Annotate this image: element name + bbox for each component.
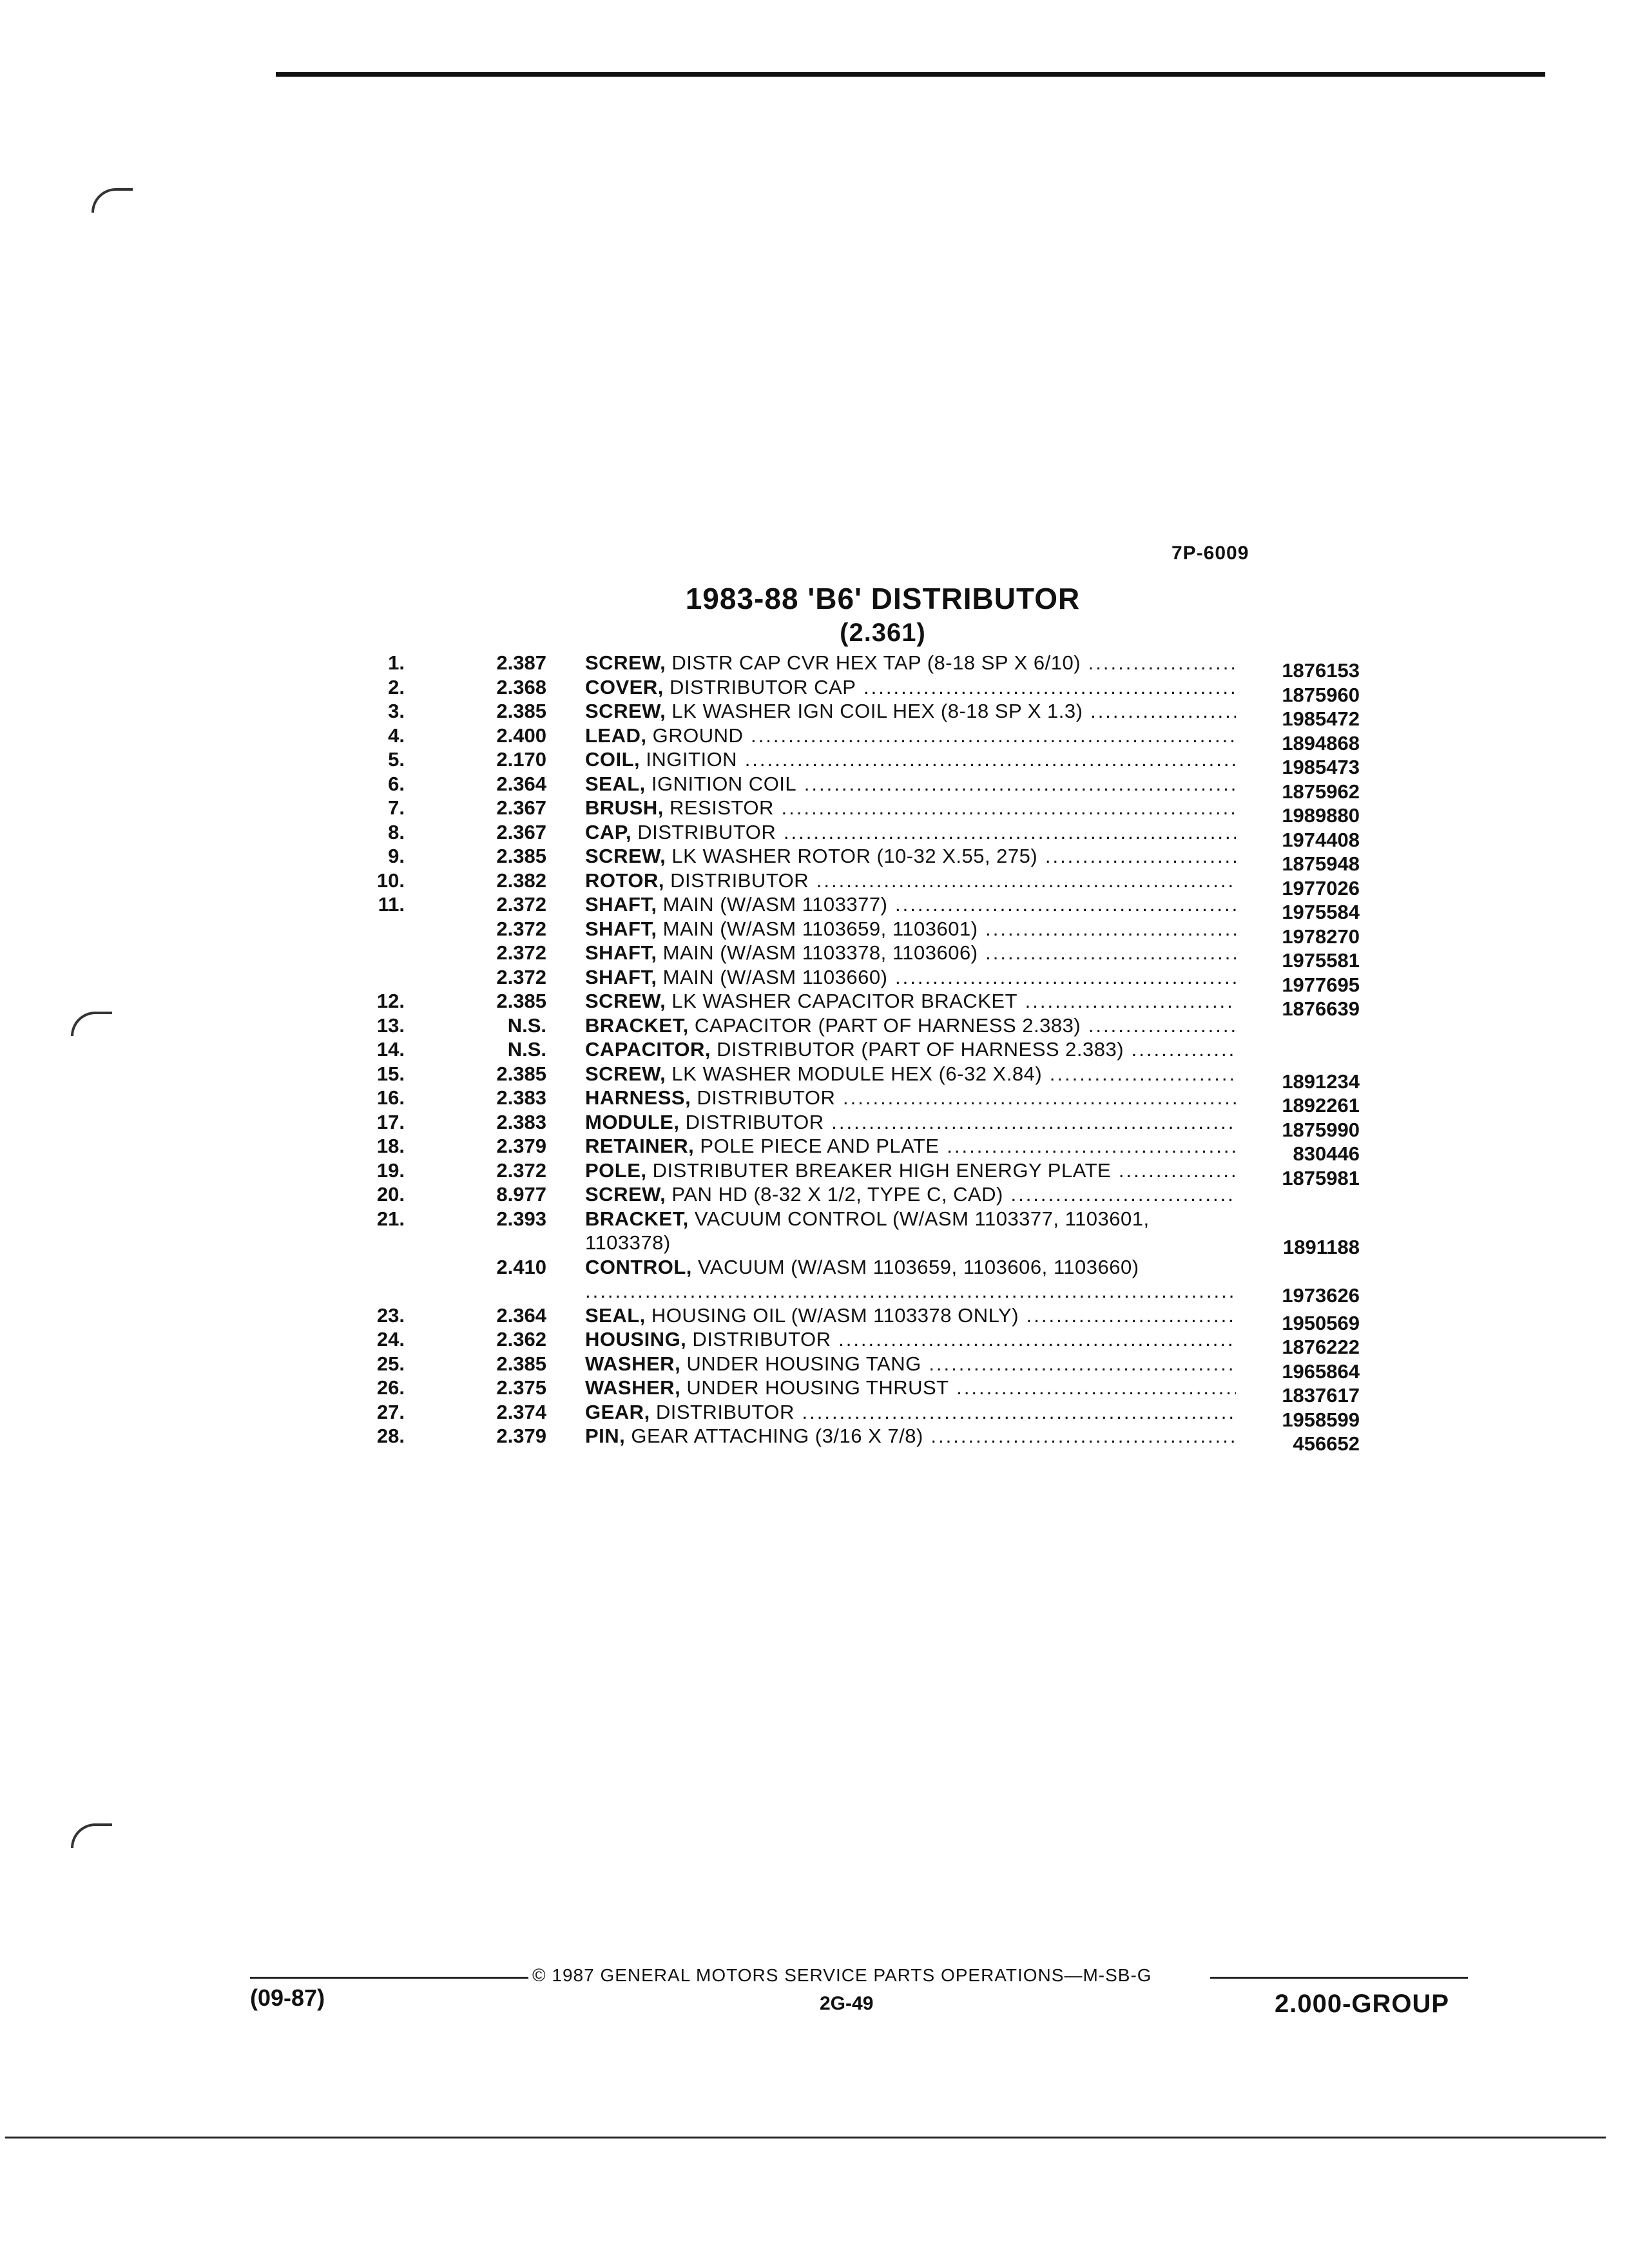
part-number: 1891234 — [1282, 1070, 1360, 1093]
part-number: 1978270 — [1282, 925, 1360, 948]
part-description — [585, 651, 1236, 675]
part-name: SHAFT, — [585, 965, 657, 988]
item-number: 8. — [388, 820, 405, 843]
part-number: 1950569 — [1282, 1311, 1360, 1334]
part-detail: INGITION — [646, 748, 738, 771]
part-name: SCREW, — [585, 990, 666, 1012]
part-row — [0, 772, 1629, 803]
top-rule — [276, 72, 1545, 77]
part-description — [585, 1086, 1236, 1110]
part-row — [0, 699, 1629, 730]
copyright-notice: © 1987 GENERAL MOTORS SERVICE PARTS OPERATIONS—M-SB-G — [532, 1965, 1152, 1985]
part-row — [0, 1207, 1629, 1258]
part-number: 1985473 — [1282, 756, 1360, 778]
group-reference: N.S. — [507, 1014, 546, 1037]
item-number: 11. — [378, 893, 405, 916]
part-name: SHAFT, — [585, 917, 657, 940]
part-description — [585, 724, 1236, 747]
part-detail: POLE PIECE AND PLATE — [700, 1135, 940, 1157]
part-number: 1875962 — [1282, 780, 1360, 803]
item-number: 26. — [376, 1376, 405, 1399]
part-name: SCREW, — [585, 1062, 666, 1085]
item-number: 14. — [376, 1038, 405, 1061]
group-reference: 2.385 — [496, 990, 546, 1012]
part-description — [585, 1352, 1236, 1376]
part-number: 1985472 — [1282, 707, 1360, 730]
part-description — [585, 869, 1236, 892]
part-description — [585, 1110, 1236, 1134]
group-reference: 2.364 — [496, 772, 546, 795]
part-name: LEAD, — [585, 724, 647, 747]
part-number: 1876639 — [1282, 997, 1360, 1020]
part-detail: LK WASHER IGN COIL HEX (8-18 SP X 1.3) — [671, 700, 1083, 722]
bottom-rule — [5, 2137, 1606, 2138]
part-number: 1875981 — [1282, 1166, 1360, 1189]
group-reference: 2.364 — [496, 1303, 546, 1327]
part-detail: LK WASHER CAPACITOR BRACKET — [671, 990, 1018, 1012]
item-number: 3. — [388, 700, 405, 722]
group-reference: 2.400 — [496, 724, 546, 747]
part-name: COVER, — [585, 675, 664, 698]
footer-rule-left — [250, 1977, 528, 1979]
parts-list — [0, 651, 1629, 1455]
part-detail: VACUUM CONTROL (W/ASM 1103377, 1103601, 1103378) — [585, 1207, 1150, 1254]
item-number: 17. — [376, 1110, 405, 1133]
part-row — [0, 1086, 1629, 1117]
punch-hole-mark — [92, 188, 133, 213]
footer-rule-right — [1210, 1977, 1468, 1979]
group-reference: 2.367 — [496, 796, 546, 819]
group-code: 2.000-GROUP — [1275, 1990, 1450, 2018]
part-row — [0, 796, 1629, 827]
item-number: 23. — [376, 1303, 405, 1327]
group-reference: 2.170 — [496, 748, 546, 771]
item-number: 10. — [376, 869, 405, 892]
group-reference: 2.393 — [496, 1207, 546, 1230]
part-detail: RESISTOR — [669, 796, 774, 819]
part-row — [0, 1352, 1629, 1383]
part-row — [0, 1110, 1629, 1141]
part-row — [0, 1014, 1629, 1038]
part-name: CAP, — [585, 820, 632, 843]
part-number: 1974408 — [1282, 828, 1360, 851]
part-detail: DISTRIBUTOR — [692, 1328, 831, 1350]
part-row — [0, 1376, 1629, 1407]
part-row — [0, 917, 1629, 948]
part-description — [585, 965, 1236, 989]
part-row — [0, 1158, 1629, 1189]
part-detail: DISTRIBUTOR — [655, 1400, 795, 1423]
part-description — [585, 699, 1236, 723]
part-description — [585, 747, 1236, 771]
part-row — [0, 989, 1629, 1020]
item-number: 25. — [376, 1352, 405, 1375]
part-detail: VACUUM (W/ASM 1103659, 1103606, 1103660) — [698, 1255, 1139, 1278]
document-code: 7P-6009 — [1171, 543, 1249, 564]
part-row — [0, 941, 1629, 972]
part-name: COIL, — [585, 748, 641, 771]
group-reference: 2.410 — [496, 1255, 546, 1278]
item-number: 1. — [388, 651, 405, 674]
part-description — [585, 1182, 1236, 1206]
part-row — [0, 675, 1629, 706]
item-number: 19. — [376, 1158, 405, 1182]
part-description — [585, 772, 1236, 796]
part-detail: DISTRIBUTOR — [670, 869, 809, 892]
part-detail: DISTRIBUTOR (PART OF HARNESS 2.383) — [717, 1038, 1124, 1061]
item-number: 18. — [376, 1135, 405, 1157]
part-description — [585, 1400, 1236, 1424]
part-row — [0, 1400, 1629, 1431]
part-name: ROTOR, — [585, 869, 664, 892]
group-reference: N.S. — [507, 1038, 546, 1061]
group-reference: 2.382 — [496, 869, 546, 892]
part-description — [585, 1037, 1236, 1061]
group-reference: 8.977 — [496, 1183, 546, 1206]
part-detail: UNDER HOUSING TANG — [686, 1352, 921, 1375]
part-row — [0, 1424, 1629, 1455]
group-reference: 2.385 — [496, 845, 546, 867]
part-detail: CAPACITOR (PART OF HARNESS 2.383) — [694, 1014, 1081, 1037]
part-detail: MAIN (W/ASM 1103377) — [662, 893, 888, 916]
part-name: BRUSH, — [585, 796, 664, 819]
part-description — [585, 820, 1236, 844]
part-number: 1989880 — [1282, 804, 1360, 827]
part-detail: DISTRIBUTER BREAKER HIGH ENERGY PLATE — [652, 1158, 1112, 1182]
group-reference: 2.372 — [496, 893, 546, 916]
part-detail: DISTRIBUTOR — [637, 820, 776, 843]
part-number: 1977026 — [1282, 876, 1360, 899]
part-name: CAPACITOR, — [585, 1038, 711, 1061]
part-number: 1875960 — [1282, 683, 1360, 706]
punch-hole-mark — [71, 1823, 112, 1848]
part-row — [0, 1134, 1629, 1165]
group-reference: 2.372 — [496, 917, 546, 940]
part-detail: IGNITION COIL — [651, 772, 797, 795]
part-description — [585, 1424, 1236, 1448]
part-description — [585, 892, 1236, 916]
part-row — [0, 892, 1629, 923]
group-reference: 2.372 — [496, 1158, 546, 1182]
part-number: 1977695 — [1282, 973, 1360, 996]
item-number: 13. — [376, 1014, 405, 1037]
part-detail: MAIN (W/ASM 1103378, 1103606) — [662, 941, 978, 964]
part-name: SHAFT, — [585, 893, 657, 916]
part-number: 1958599 — [1282, 1408, 1360, 1431]
part-description — [585, 844, 1236, 868]
part-name: SCREW, — [585, 845, 666, 867]
item-number: 5. — [388, 748, 405, 771]
part-name: SCREW, — [585, 700, 666, 722]
part-detail: DISTRIBUTOR CAP — [669, 675, 856, 698]
part-description — [585, 989, 1236, 1013]
part-name: PIN, — [585, 1425, 626, 1447]
date-code: (09-87) — [250, 1984, 325, 2011]
part-description — [585, 917, 1236, 941]
group-reference: 2.379 — [496, 1425, 546, 1447]
item-number: 9. — [388, 845, 405, 867]
part-name: POLE, — [585, 1158, 647, 1182]
item-number: 20. — [376, 1183, 405, 1206]
part-name: WASHER, — [585, 1352, 681, 1375]
part-number: 1875990 — [1282, 1118, 1360, 1141]
item-number: 16. — [376, 1086, 405, 1109]
group-reference: 2.362 — [496, 1328, 546, 1350]
group-reference: 2.383 — [496, 1086, 546, 1109]
group-reference: 2.372 — [496, 941, 546, 964]
part-number: 830446 — [1293, 1142, 1360, 1165]
item-number: 21. — [376, 1207, 405, 1230]
part-name: SCREW, — [585, 1183, 666, 1206]
part-number: 1894868 — [1282, 731, 1360, 754]
part-description — [585, 1376, 1236, 1399]
part-detail: DISTRIBUTOR — [685, 1110, 824, 1133]
part-number: 1975581 — [1282, 949, 1360, 972]
group-reference: 2.372 — [496, 965, 546, 988]
part-name: WASHER, — [585, 1376, 681, 1399]
item-number: 4. — [388, 724, 405, 747]
part-number: 1892261 — [1282, 1094, 1360, 1117]
part-detail: UNDER HOUSING THRUST — [686, 1376, 949, 1399]
part-name: SHAFT, — [585, 941, 657, 964]
part-row — [0, 820, 1629, 851]
part-detail: MAIN (W/ASM 1103660) — [662, 965, 888, 988]
part-description — [585, 1062, 1236, 1086]
part-number: 1837617 — [1282, 1384, 1360, 1407]
group-reference: 2.367 — [496, 820, 546, 843]
item-number: 15. — [376, 1062, 405, 1085]
group-reference: 2.387 — [496, 651, 546, 674]
item-number: 2. — [388, 675, 405, 698]
page-subtitle: (2.361) — [840, 619, 926, 647]
part-description — [585, 675, 1236, 699]
group-reference: 2.374 — [496, 1400, 546, 1423]
part-name: CONTROL, — [585, 1255, 692, 1278]
part-description — [585, 1014, 1236, 1037]
item-number: 6. — [388, 772, 405, 795]
part-name: MODULE, — [585, 1110, 680, 1133]
item-number: 24. — [376, 1328, 405, 1350]
part-description — [585, 1255, 1236, 1303]
part-detail: GROUND — [652, 724, 744, 747]
group-reference: 2.368 — [496, 675, 546, 698]
part-row — [0, 1327, 1629, 1358]
part-name: HOUSING, — [585, 1328, 687, 1350]
part-number: 1973626 — [1282, 1283, 1360, 1307]
part-row — [0, 1037, 1629, 1062]
part-detail: MAIN (W/ASM 1103659, 1103601) — [662, 917, 978, 940]
part-detail: DISTRIBUTOR — [697, 1086, 836, 1109]
page-number: 2G-49 — [820, 1993, 874, 2014]
page-title: 1983-88 'B6' DISTRIBUTOR — [685, 582, 1081, 615]
part-number: 1891188 — [1283, 1235, 1360, 1258]
item-number: 12. — [376, 990, 405, 1012]
part-name: GEAR, — [585, 1400, 650, 1423]
part-detail: LK WASHER ROTOR (10-32 X.55, 275) — [671, 845, 1038, 867]
part-row — [0, 869, 1629, 899]
part-detail: HOUSING OIL (W/ASM 1103378 ONLY) — [651, 1303, 1019, 1327]
part-description — [585, 1303, 1236, 1327]
part-row — [0, 844, 1629, 875]
part-row — [0, 651, 1629, 682]
part-number: 1965864 — [1282, 1360, 1360, 1383]
part-name: HARNESS, — [585, 1086, 691, 1109]
part-name: SEAL, — [585, 1303, 646, 1327]
part-row — [0, 1182, 1629, 1207]
part-detail: DISTR CAP CVR HEX TAP (8-18 SP X 6/10) — [671, 651, 1081, 674]
part-name: SCREW, — [585, 651, 666, 674]
group-reference: 2.379 — [496, 1135, 546, 1157]
group-reference: 2.385 — [496, 700, 546, 722]
part-detail: LK WASHER MODULE HEX (6-32 X.84) — [671, 1062, 1043, 1085]
item-number: 28. — [376, 1425, 405, 1447]
part-description — [585, 941, 1236, 965]
part-description — [585, 796, 1236, 820]
part-detail: GEAR ATTACHING (3/16 X 7/8) — [631, 1425, 923, 1447]
part-row — [0, 1062, 1629, 1093]
part-name: BRACKET, — [585, 1207, 689, 1230]
part-row — [0, 747, 1629, 778]
part-name: RETAINER, — [585, 1135, 695, 1157]
item-number: 27. — [376, 1400, 405, 1423]
group-reference: 2.385 — [496, 1352, 546, 1375]
part-number: 1876222 — [1282, 1336, 1360, 1358]
part-name: BRACKET, — [585, 1014, 689, 1037]
part-row — [0, 1255, 1629, 1307]
part-description — [585, 1134, 1236, 1158]
part-number: 1875948 — [1282, 852, 1360, 875]
group-reference: 2.385 — [496, 1062, 546, 1085]
part-row — [0, 965, 1629, 996]
part-number: 1975584 — [1282, 901, 1360, 923]
part-number: 1876153 — [1282, 659, 1360, 682]
part-name: SEAL, — [585, 772, 646, 795]
part-number: 456652 — [1293, 1432, 1360, 1455]
part-row — [0, 1303, 1629, 1334]
group-reference: 2.375 — [496, 1376, 546, 1399]
part-description — [585, 1207, 1236, 1255]
part-description — [585, 1158, 1236, 1182]
part-row — [0, 724, 1629, 754]
group-reference: 2.383 — [496, 1110, 546, 1133]
part-detail: PAN HD (8-32 X 1/2, TYPE C, CAD) — [671, 1183, 1003, 1206]
part-description — [585, 1327, 1236, 1351]
item-number: 7. — [388, 796, 405, 819]
